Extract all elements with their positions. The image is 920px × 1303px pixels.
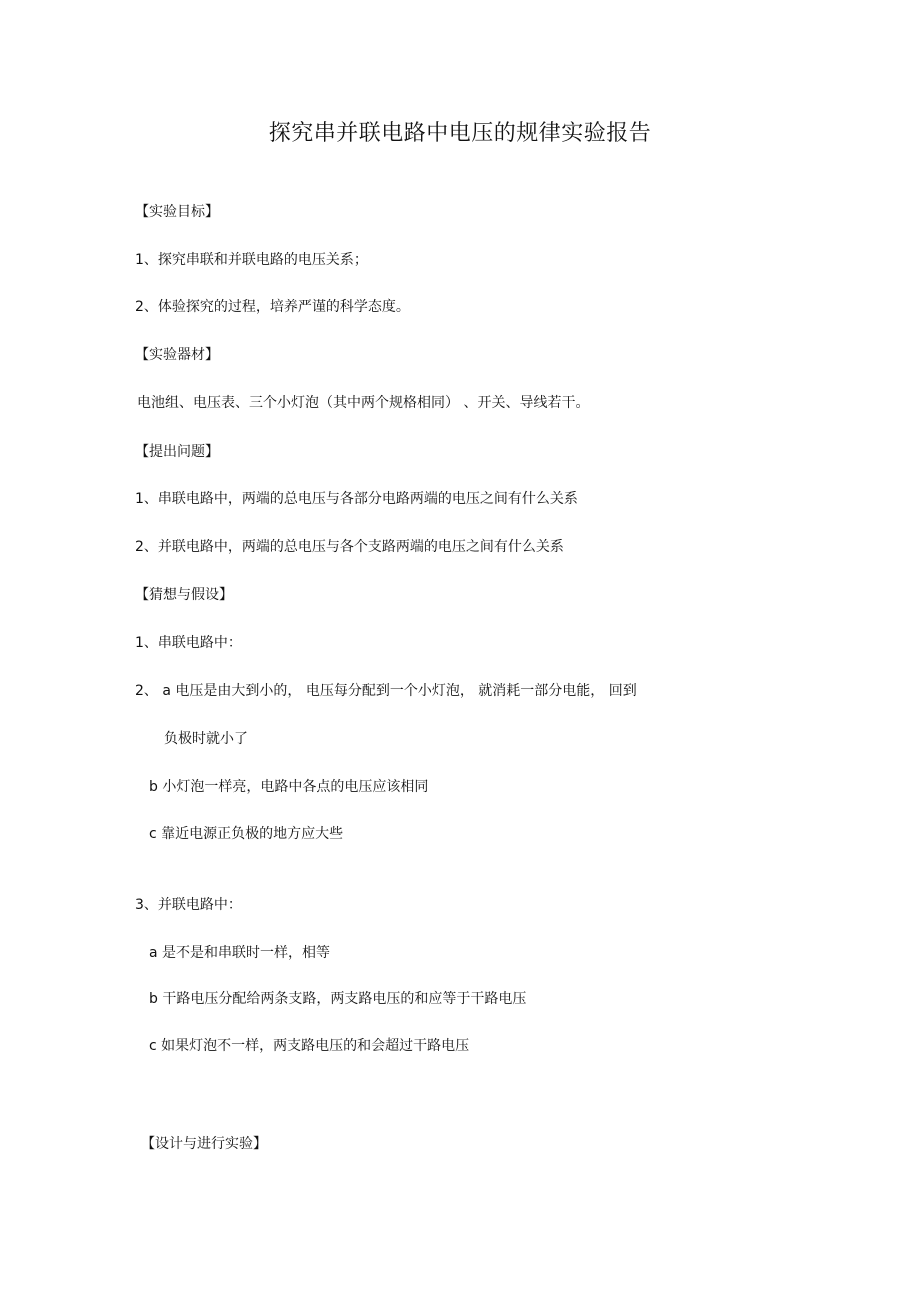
page-title: 探究串并联电路中电压的规律实验报告 — [268, 121, 652, 146]
hypothesis-parallel-label: 3、并联电路中： — [135, 897, 242, 913]
hypothesis-series-label: 1、串联电路中： — [135, 635, 242, 651]
question-item-1: 1、串联电路中，两端的总电压与各部分电路两端的电压之间有什么关系 — [135, 491, 578, 507]
hypothesis-item-3c: c 如果灯泡不一样，两支路电压的和会超过干路电压 — [149, 1038, 470, 1054]
objective-item-1: 1、探究串联和并联电路的电压关系； — [135, 252, 368, 268]
question-heading: 【提出问题】 — [135, 444, 219, 460]
hypothesis-item-3a: a 是不是和串联时一样，相等 — [149, 945, 331, 961]
hypothesis-item-3b: b 干路电压分配给两条支路，两支路电压的和应等于干路电压 — [149, 991, 527, 1007]
design-heading: 【设计与进行实验】 — [141, 1136, 267, 1152]
hypothesis-item-2a: 2、 a 电压是由大到小的， 电压每分配到一个小灯泡， 就消耗一部分电能， 回到 — [135, 683, 637, 699]
hypothesis-item-2a-continued: 负极时就小了 — [164, 731, 248, 747]
objective-item-2: 2、体验探究的过程，培养严谨的科学态度。 — [135, 299, 410, 315]
materials-text: 电池组、电压表、三个小灯泡（其中两个规格相同） 、开关、导线若干。 — [137, 395, 590, 411]
hypothesis-heading: 【猜想与假设】 — [135, 587, 233, 603]
objective-heading: 【实验目标】 — [135, 204, 219, 220]
hypothesis-item-2c: c 靠近电源正负极的地方应大些 — [149, 826, 344, 842]
hypothesis-item-2b: b 小灯泡一样亮，电路中各点的电压应该相同 — [149, 779, 429, 795]
question-item-2: 2、并联电路中，两端的总电压与各个支路两端的电压之间有什么关系 — [135, 539, 564, 555]
materials-heading: 【实验器材】 — [135, 347, 219, 363]
